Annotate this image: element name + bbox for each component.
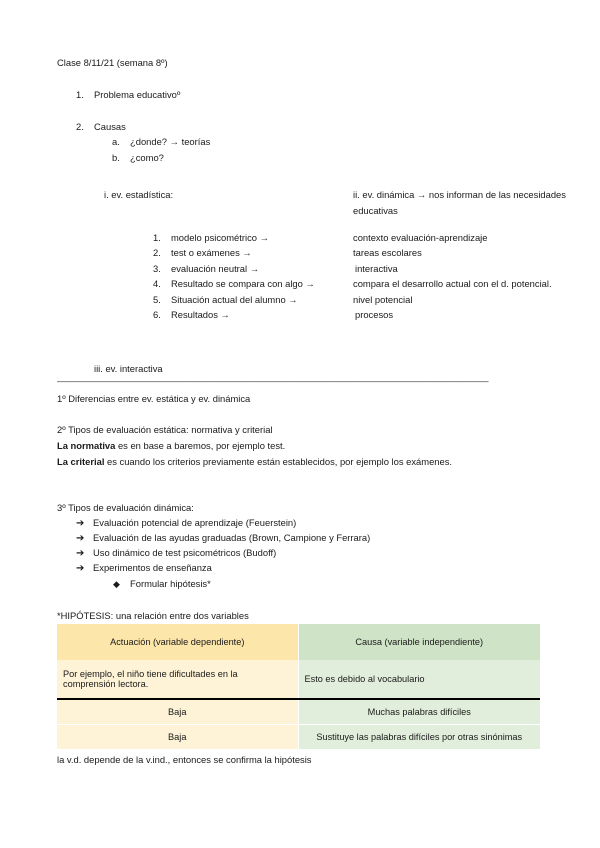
static-eval-title: i. ev. estadística: [104, 189, 174, 200]
dynamic-item: nivel potencial [353, 294, 413, 305]
list-text: Causas [94, 121, 126, 132]
list-number: 6. [153, 309, 161, 320]
class-date-heading: Clase 8/11/21 (semana 8º) [57, 57, 168, 68]
list-text: Formular hipótesis* [130, 578, 211, 589]
list-text: ¿donde? → teorías [130, 136, 211, 147]
list-text: Evaluación de las ayudas graduadas (Brown, Campione y Ferrara) [93, 532, 371, 543]
list-text: test o exámenes → [171, 247, 252, 258]
arrow-bullet-item [76, 517, 297, 529]
list-number: 2. [153, 247, 161, 258]
dynamic-item: contexto evaluación-aprendizaje [353, 232, 488, 243]
list-text: Uso dinámico de test psicométricos (Budoff) [93, 547, 277, 558]
table-cell: Esto es debido al vocabulario [298, 660, 540, 699]
list-number: 1. [153, 232, 161, 243]
hypothesis-conclusion: la v.d. depende de la v.ind., entonces se confirma la hipótesis [57, 754, 312, 765]
table-row [57, 660, 540, 699]
list-number: 3. [153, 263, 161, 274]
header-independent-variable: Causa (variable independiente) [298, 624, 540, 660]
table-row [57, 725, 540, 750]
normativa-term: La normativa [57, 440, 116, 451]
list-letter: b. [112, 152, 120, 163]
diamond-bullet-icon: ◆ [113, 580, 120, 590]
static-item [153, 263, 260, 274]
arrow-bullet-item [76, 547, 277, 559]
criterial-text: es cuando los criterios previamente están establecidos, por ejemplo los exámenes. [104, 456, 453, 467]
section-3-heading: 3º Tipos de evaluación dinámica: [57, 502, 194, 513]
list-text: modelo psicométrico → [171, 232, 269, 243]
header-dependent-variable: Actuación (variable dependiente) [57, 624, 298, 660]
arrow-bullet-icon: ➔ [76, 563, 85, 574]
list-number: 4. [153, 278, 161, 289]
list-number: 1. [76, 89, 84, 100]
diamond-bullet-item [113, 578, 211, 590]
arrow-bullet-item [76, 532, 371, 544]
interactive-eval-title: iii. ev. interactiva [94, 363, 163, 374]
static-item [153, 294, 298, 305]
causa-item-a [112, 136, 211, 147]
normativa-text: es en base a baremos, por ejemplo test. [115, 440, 286, 451]
list-number: 5. [153, 294, 161, 305]
table-cell: Baja [57, 725, 298, 750]
list-text: Resultados → [171, 309, 230, 320]
outline-item-1 [76, 89, 181, 100]
section-2-heading: 2º Tipos de evaluación estática: normativa y criterial [57, 424, 273, 435]
dynamic-item: interactiva [355, 263, 398, 274]
table-cell: Baja [57, 699, 298, 725]
table-cell: Por ejemplo, el niño tiene dificultades en la comprensión lectora. [57, 660, 298, 699]
list-text: Experimentos de enseñanza [93, 562, 212, 573]
static-item [153, 232, 269, 243]
list-text: Situación actual del alumno → [171, 294, 298, 305]
list-text: ¿como? [130, 152, 164, 163]
section-1-heading: 1º Diferencias entre ev. estática y ev. dinámica [57, 393, 251, 404]
list-text: evaluación neutral → [171, 263, 260, 274]
arrow-bullet-icon: ➔ [76, 518, 85, 529]
criterial-term: La criterial [57, 456, 105, 467]
dynamic-eval-title-line2: educativas [353, 205, 398, 216]
dynamic-item: compara el desarrollo actual con el d. potencial. [353, 278, 552, 289]
list-text: Resultado se compara con algo → [171, 278, 315, 289]
arrow-bullet-item [76, 562, 212, 574]
dynamic-item: tareas escolares [353, 247, 422, 258]
table-row [57, 699, 540, 725]
outline-item-2 [76, 121, 126, 132]
list-text: Problema educativoº [94, 89, 181, 100]
list-text: Evaluación potencial de aprendizaje (Feuerstein) [93, 517, 297, 528]
hypothesis-label: *HIPÓTESIS: una relación entre dos variables [57, 610, 249, 621]
separator-line: ———————————————————————————————————————————————————— [57, 376, 489, 386]
hypothesis-table [57, 624, 540, 749]
causa-item-b [112, 152, 164, 163]
static-item [153, 247, 252, 258]
table-cell: Sustituye las palabras difíciles por otras sinónimas [298, 725, 540, 750]
list-number: 2. [76, 121, 84, 132]
dynamic-item: procesos [355, 309, 394, 320]
dynamic-eval-title-line1: ii. ev. dinámica → nos informan de las necesidades [353, 189, 566, 200]
static-item [153, 309, 230, 320]
list-letter: a. [112, 136, 120, 147]
table-cell: Muchas palabras difíciles [298, 699, 540, 725]
criterial-definition [57, 456, 452, 467]
static-item [153, 278, 315, 289]
arrow-bullet-icon: ➔ [76, 548, 85, 559]
arrow-bullet-icon: ➔ [76, 533, 85, 544]
normativa-definition [57, 440, 285, 451]
table-header-row [57, 624, 540, 660]
